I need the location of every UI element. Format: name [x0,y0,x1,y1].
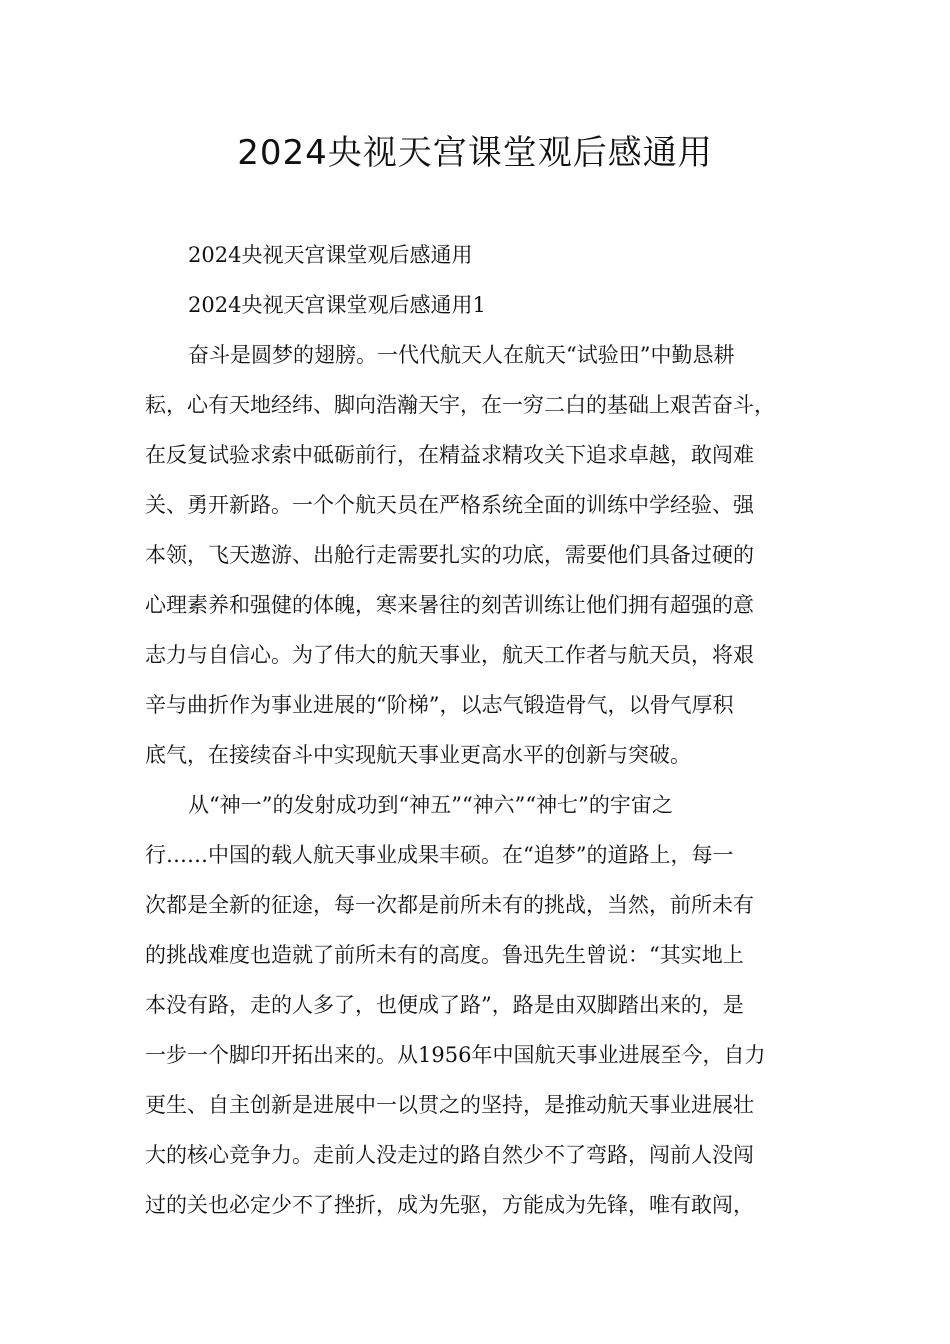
paragraph-line: 行……中国的载人航天事业成果丰硕。在“追梦”的道路上，每一 [145,843,734,867]
paragraph-line: 奋斗是圆梦的翅膀。一代代航天人在航天“试验田”中勤恳耕 [188,343,735,367]
paragraph-line: 在反复试验求索中砥砺前行，在精益求精攻关下追求卓越，敢闯难 [145,443,754,467]
paragraph-line: 过的关也必定少不了挫折，成为先驱，方能成为先锋，唯有敢闯， [145,1193,754,1217]
paragraph-line: 耘，心有天地经纬、脚向浩瀚天宇，在一穷二白的基础上艰苦奋斗， [145,393,775,417]
paragraph-line: 辛与曲折作为事业进展的“阶梯”，以志气锻造骨气，以骨气厚积 [145,693,734,717]
paragraph-line: 本领，飞天遨游、出舱行走需要扎实的功底，需要他们具备过硬的 [145,543,754,567]
paragraph-line: 一步一个脚印开拓出来的。从1956年中国航天事业进展至今，自力 [145,1043,766,1067]
paragraph-line: 本没有路，走的人多了，也便成了路”，路是由双脚踏出来的，是 [145,993,744,1017]
paragraph-line: 大的核心竞争力。走前人没走过的路自然少不了弯路，闯前人没闯 [145,1143,754,1167]
document-title: 2024央视天宫课堂观后感通用 [237,133,713,173]
document-body [145,230,810,1230]
paragraph-line: 志力与自信心。为了伟大的航天事业，航天工作者与航天员，将艰 [145,643,754,667]
paragraph-line: 从“神一”的发射成功到“神五”“神六”“神七”的宇宙之 [188,793,673,817]
section-heading: 2024央视天宫课堂观后感通用1 [188,293,486,317]
paragraph-line: 次都是全新的征途，每一次都是前所未有的挑战，当然，前所未有 [145,893,754,917]
paragraph-line: 底气，在接续奋斗中实现航天事业更高水平的创新与突破。 [145,743,691,767]
paragraph-line: 关、勇开新路。一个个航天员在严格系统全面的训练中学经验、强 [145,493,754,517]
paragraph-line: 的挑战难度也造就了前所未有的高度。鲁迅先生曾说：“其实地上 [145,943,744,967]
paragraph-line: 更生、自主创新是进展中一以贯之的坚持，是推动航天事业进展壮 [145,1093,754,1117]
subtitle-line: 2024央视天宫课堂观后感通用 [188,243,473,267]
paragraph-line: 心理素养和强健的体魄，寒来暑往的刻苦训练让他们拥有超强的意 [145,593,754,617]
